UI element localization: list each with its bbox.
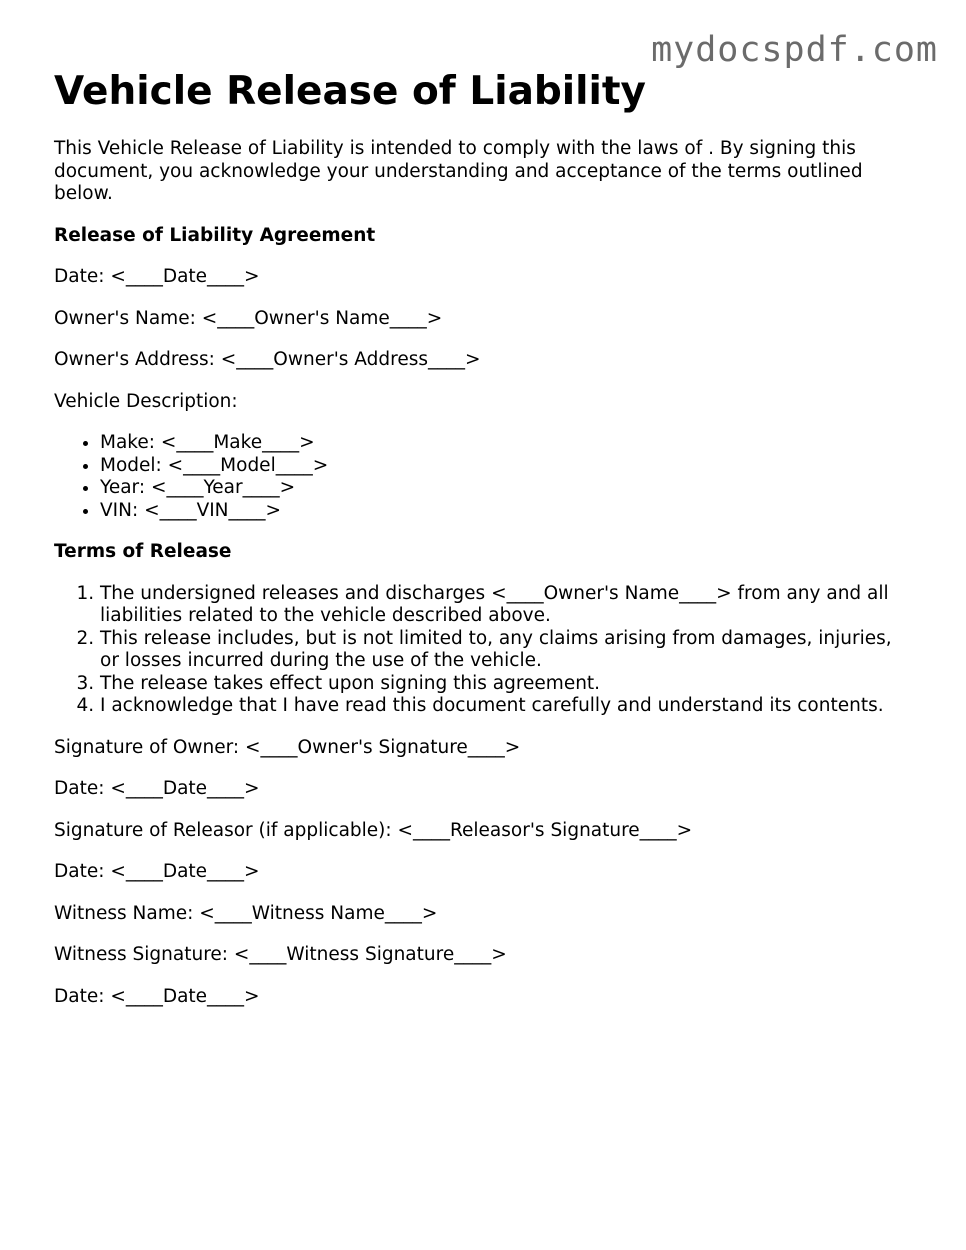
term-item: 3. The release takes effect upon signing this agreement. bbox=[100, 673, 914, 696]
term-item: 2. This release includes, but is not limited to, any claims arising from damages, injuries, or losses incurred during the use of the vehicle. bbox=[100, 628, 914, 673]
term-item: 4. I acknowledge that I have read this document carefully and understand its contents. bbox=[100, 695, 914, 718]
terms-list bbox=[54, 583, 914, 718]
date-field: Date: <____Date____> bbox=[54, 266, 260, 287]
document-title: Vehicle Release of Liability bbox=[54, 69, 646, 114]
agreement-heading: Release of Liability Agreement bbox=[54, 224, 376, 246]
vehicle-year-item: • Year: <____Year____> bbox=[100, 477, 914, 500]
term-item: 1. The undersigned releases and discharges <____Owner's Name____> from any and all liabilities related to the vehicle described above. bbox=[100, 583, 914, 628]
terms-heading: Terms of Release bbox=[54, 541, 232, 562]
witness-date-field: Date: <____Date____> bbox=[54, 985, 260, 1007]
owner-address-field: Owner's Address: <____Owner's Address____> bbox=[54, 349, 481, 370]
vehicle-vin-item: • VIN: <____VIN____> bbox=[100, 500, 914, 523]
watermark: mydocspdf.com bbox=[651, 30, 938, 70]
owner-signature-field: Signature of Owner: <____Owner's Signature____> bbox=[54, 736, 521, 758]
vehicle-description-label: Vehicle Description: bbox=[54, 390, 238, 412]
intro-paragraph: This Vehicle Release of Liability is intended to comply with the laws of . By signing this document, you acknowledge your understanding and acceptance of the terms outlined below. bbox=[54, 138, 863, 204]
releasor-signature-field: Signature of Releasor (if applicable): <____Releasor's Signature____> bbox=[54, 819, 693, 841]
vehicle-model-item: • Model: <____Model____> bbox=[100, 455, 914, 478]
owner-name-field: Owner's Name: <____Owner's Name____> bbox=[54, 307, 443, 329]
releasor-signature-date-field: Date: <____Date____> bbox=[54, 861, 260, 882]
witness-signature-field: Witness Signature: <____Witness Signature____> bbox=[54, 944, 507, 965]
witness-name-field: Witness Name: <____Witness Name____> bbox=[54, 902, 438, 924]
vehicle-details-list bbox=[54, 432, 914, 522]
document-page bbox=[54, 66, 914, 1008]
vehicle-make-item: • Make: <____Make____> bbox=[100, 432, 914, 455]
owner-signature-date-field: Date: <____Date____> bbox=[54, 778, 260, 799]
